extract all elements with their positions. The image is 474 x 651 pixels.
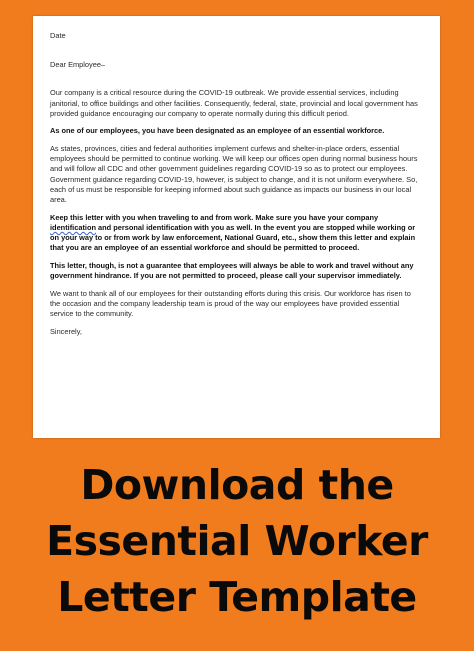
- instructions-text-b: and personal identification with you as well. In the event you are stopped while working or on your way to or from work by law enforcement, National Guard, etc., show them this letter and explain that you are an employee of an essential workforce and should be permitted to proceed.: [50, 222, 416, 253]
- download-headline: [0, 457, 474, 625]
- letter-paragraph-disclaimer: This letter, though, is not a guarantee that employees will always be able to work and travel without any government hindrance. If you are not permitted to proceed, please call your supervisor immediately.: [50, 260, 414, 281]
- identification-word: identification: [50, 222, 96, 232]
- letter-paragraph-intro: Our company is a critical resource during the COVID-19 outbreak. We provide essential services, including janitorial, to office buildings and other facilities. Consequently, federal, state, provincial and local government has provided guidance encouraging our company to operate normally during this difficult period.: [50, 88, 418, 118]
- letter-document: [33, 16, 440, 438]
- headline-line-3: Letter Template: [57, 573, 417, 621]
- letter-paragraph-designation: As one of our employees, you have been designated as an employee of an essential workforce.: [50, 126, 385, 136]
- letter-date: Date: [50, 31, 66, 40]
- letter-paragraph-instructions: [50, 213, 422, 254]
- letter-closing: Sincerely,: [50, 326, 82, 336]
- letter-salutation: Dear Employee–: [50, 60, 106, 70]
- instructions-text-a: Keep this letter with you when traveling to and from work. Make sure you have your company: [50, 212, 379, 222]
- headline-line-2: Essential Worker: [46, 517, 428, 565]
- letter-paragraph-guidance: As states, provinces, cities and federal authorities implement curfews and shelter-in-place orders, essential employees should be permitted to continue working. We will keep our offices open during normal business hours and will follow all CDC and other government guidelines regarding COVID-19 so as to protect our employees. Government guidance regarding COVID-19, however, is subject to change, and it is not uniform everywhere. So, each of us must be responsible for keeping informed about such guidance as impacts our business in our local area.: [50, 144, 418, 205]
- headline-line-1: Download the: [80, 461, 394, 509]
- letter-paragraph-thanks: We want to thank all of our employees for their outstanding efforts during this crisis. Our workforce has risen to the occasion and the company leadership team is proud of the way our employees have provided essential service to the community.: [50, 288, 411, 319]
